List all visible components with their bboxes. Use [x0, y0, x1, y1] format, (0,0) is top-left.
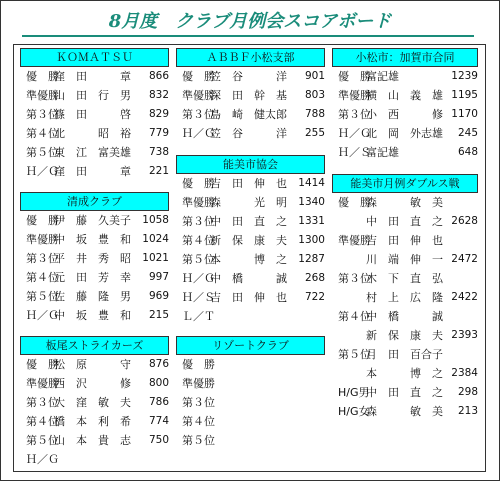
rank-label: 優 勝	[182, 70, 215, 83]
score-row	[332, 402, 478, 421]
player-name: 山 本 貴 志	[54, 434, 131, 447]
score-row	[20, 268, 169, 287]
score-value: 800	[148, 377, 169, 389]
rank-label: Ｈ／Ｇ	[338, 127, 371, 140]
score-value: 2393	[451, 329, 478, 341]
rank-label: 準優勝	[182, 196, 215, 209]
score-row	[176, 412, 325, 431]
score-row	[332, 364, 478, 383]
player-name: 元 田 芳 幸	[54, 271, 131, 284]
score-value: 268	[304, 272, 325, 284]
rank-label: 準優勝	[182, 377, 215, 390]
score-row	[20, 431, 169, 450]
player-name: 富記雄	[366, 146, 399, 159]
score-row	[176, 374, 325, 393]
rank-label: 優 勝	[26, 214, 59, 227]
player-name: 森 敏 美	[366, 405, 443, 418]
rank-label: Ｈ／Ｇ	[182, 272, 215, 285]
player-name: 中 田 直 之	[366, 386, 443, 399]
score-value: 997	[148, 271, 169, 283]
rank-label: 第５位	[182, 434, 215, 447]
score-row	[20, 374, 169, 393]
score-value: 969	[148, 290, 169, 302]
rank-label: Ｈ／Ｓ	[182, 291, 215, 304]
rank-label: 第４位	[26, 415, 59, 428]
player-name: 北 岡 外志雄	[366, 127, 443, 140]
player-name: 山 田 行 男	[54, 89, 131, 102]
player-name: 伊 藤 久美子	[54, 214, 131, 227]
score-row	[176, 355, 325, 374]
player-name: 笠 谷 洋	[210, 70, 287, 83]
score-row	[176, 193, 325, 212]
score-value: 221	[148, 165, 169, 177]
score-value: 2628	[451, 215, 478, 227]
score-row	[20, 393, 169, 412]
score-value: 245	[457, 127, 478, 139]
player-name: 平 井 秀 昭	[54, 252, 131, 265]
rank-label: 第３位	[338, 108, 371, 121]
score-value: 1414	[298, 177, 325, 189]
player-name: 川 端 伸 一	[366, 253, 443, 266]
score-value: 803	[304, 89, 325, 101]
player-name: 窪 田 章	[54, 165, 131, 178]
player-name: 大 窪 敏 夫	[54, 396, 131, 409]
score-value: 750	[148, 434, 169, 446]
section-resort	[176, 336, 325, 450]
score-value: 1058	[142, 214, 169, 226]
score-row	[176, 288, 325, 307]
score-value: 1024	[142, 233, 169, 245]
rank-label: 第３位	[182, 396, 215, 409]
player-name: 横 山 義 雄	[366, 89, 443, 102]
player-name: 富記雄	[366, 70, 399, 83]
section-header: ＫＯＭＡＴＳＵ	[20, 48, 169, 67]
rank-label: 優 勝	[26, 70, 59, 83]
player-name: 森 敏 美	[366, 196, 443, 209]
player-name: 中 橋 誠	[366, 310, 443, 323]
player-name: 森 光 明	[210, 196, 287, 209]
rank-label: 第３位	[182, 108, 215, 121]
rank-label: H/G男	[338, 386, 370, 399]
score-row	[20, 287, 169, 306]
score-row	[176, 307, 325, 326]
score-row	[332, 67, 478, 86]
score-row	[332, 307, 478, 326]
score-value: 788	[304, 108, 325, 120]
player-name: 吉 田 伸 也	[210, 177, 287, 190]
score-value: 866	[148, 70, 169, 82]
score-value: 786	[148, 396, 169, 408]
score-row	[20, 249, 169, 268]
score-row	[176, 67, 325, 86]
player-name: 笠 谷 洋	[210, 127, 287, 140]
rank-label: 準優勝	[182, 89, 215, 102]
rank-label: 第５位	[338, 348, 371, 361]
player-name: 深 田 幹 基	[210, 89, 287, 102]
rank-label: Ｈ／Ｇ	[26, 453, 59, 466]
section-seisei	[20, 192, 169, 325]
score-value: 876	[148, 358, 169, 370]
score-row	[176, 231, 325, 250]
player-name: 東 江 富美雄	[54, 146, 131, 159]
score-row	[176, 212, 325, 231]
rank-label: 第５位	[182, 253, 215, 266]
player-name: 小 西 修	[366, 108, 443, 121]
score-row	[176, 269, 325, 288]
rank-label: 準優勝	[26, 377, 59, 390]
score-row	[332, 212, 478, 231]
player-name: 吉 田 伸 也	[366, 234, 443, 247]
section-komatsu-kaga	[332, 48, 478, 162]
rank-label: Ｌ／Ｔ	[182, 310, 215, 323]
score-value: 215	[148, 309, 169, 321]
rank-label: H/G女	[338, 405, 370, 418]
player-name: 松 原 守	[54, 358, 131, 371]
score-value: 722	[304, 291, 325, 303]
score-value: 298	[457, 386, 478, 398]
rank-label: 第３位	[26, 252, 59, 265]
player-name: 村 上 広 隆	[366, 291, 443, 304]
score-row	[20, 230, 169, 249]
score-row	[20, 67, 169, 86]
section-header: 清成クラブ	[20, 192, 169, 211]
player-name: 本 博 之	[210, 253, 287, 266]
page-title: 8月度 クラブ月例会スコアボード	[108, 11, 392, 32]
score-row	[20, 412, 169, 431]
score-row	[332, 345, 478, 364]
score-row	[332, 231, 478, 250]
score-row	[20, 355, 169, 374]
rank-label: 第３位	[338, 272, 371, 285]
player-name: 西 沢 修	[54, 377, 131, 390]
score-row	[332, 250, 478, 269]
player-name: 橋 本 利 希	[54, 415, 131, 428]
rank-label: 第４位	[338, 310, 371, 323]
score-row	[332, 326, 478, 345]
rank-label: 第３位	[26, 396, 59, 409]
score-row	[20, 306, 169, 325]
score-value: 2422	[451, 291, 478, 303]
player-name: 本 博 之	[366, 367, 443, 380]
player-name: 木 下 直 弘	[366, 272, 443, 285]
rank-label: 第３位	[182, 215, 215, 228]
title-underline	[22, 35, 474, 37]
section-header: 板尾ストライカーズ	[20, 336, 169, 355]
rank-label: Ｈ／Ｇ	[26, 309, 59, 322]
player-name: 吉 田 伸 也	[210, 291, 287, 304]
rank-label: 第３位	[26, 108, 59, 121]
score-value: 2472	[451, 253, 478, 265]
score-row	[332, 124, 478, 143]
score-value: 1021	[142, 252, 169, 264]
section-abbf	[176, 48, 325, 143]
score-value: 1195	[451, 89, 478, 101]
section-header: ＡＢＢＦ小松支部	[176, 48, 325, 67]
rank-label: 優 勝	[182, 358, 215, 371]
rank-label: 第４位	[26, 127, 59, 140]
section-header: リゾートクラブ	[176, 336, 325, 355]
score-value: 1170	[451, 108, 478, 120]
score-value: 1300	[298, 234, 325, 246]
score-value: 738	[148, 146, 169, 158]
score-row	[332, 105, 478, 124]
section-nomi-kyokai	[176, 155, 325, 326]
player-name: 月 田 百合子	[366, 348, 443, 361]
score-row	[332, 269, 478, 288]
score-row	[176, 174, 325, 193]
score-row	[176, 86, 325, 105]
score-value: 1331	[298, 215, 325, 227]
player-name: 島 崎 健太郎	[210, 108, 287, 121]
score-row	[20, 143, 169, 162]
score-value: 213	[457, 405, 478, 417]
rank-label: 優 勝	[338, 196, 371, 209]
rank-label: 準優勝	[26, 89, 59, 102]
score-value: 829	[148, 108, 169, 120]
player-name: 佐 藤 隆 男	[54, 290, 131, 303]
score-row	[332, 288, 478, 307]
player-name: 篠 田 啓	[54, 108, 131, 121]
score-value: 901	[304, 70, 325, 82]
player-name: 北 昭 裕	[54, 127, 131, 140]
player-name: 中 坂 豊 和	[54, 309, 131, 322]
rank-label: 第５位	[26, 434, 59, 447]
section-nomi-doubles	[332, 174, 478, 421]
rank-label: 第４位	[26, 271, 59, 284]
score-value: 774	[148, 415, 169, 427]
player-name: 中 田 直 之	[366, 215, 443, 228]
score-row	[176, 431, 325, 450]
section-header: 小松市：加賀市合同	[332, 48, 478, 67]
score-row	[176, 250, 325, 269]
rank-label: 優 勝	[182, 177, 215, 190]
rank-label: 第４位	[182, 415, 215, 428]
score-row	[20, 450, 169, 469]
score-row	[332, 383, 478, 402]
player-name: 中 橋 誠	[210, 272, 287, 285]
section-header: 能美市月例ダブルス戦	[332, 174, 478, 193]
score-row	[20, 124, 169, 143]
score-row	[176, 393, 325, 412]
rank-label: 第４位	[182, 234, 215, 247]
rank-label: Ｈ／Ｇ	[182, 127, 215, 140]
score-row	[332, 86, 478, 105]
section-komatsu	[20, 48, 169, 181]
rank-label: 準優勝	[338, 234, 371, 247]
score-value: 1287	[298, 253, 325, 265]
score-row	[20, 162, 169, 181]
score-row	[20, 86, 169, 105]
rank-label: 優 勝	[26, 358, 59, 371]
score-value: 779	[148, 127, 169, 139]
score-row	[332, 143, 478, 162]
score-value: 832	[148, 89, 169, 101]
player-name: 中 田 直 之	[210, 215, 287, 228]
score-row	[176, 105, 325, 124]
score-row	[332, 193, 478, 212]
section-itao	[20, 336, 169, 469]
rank-label: 準優勝	[26, 233, 59, 246]
score-value: 648	[457, 146, 478, 158]
score-row	[20, 105, 169, 124]
rank-label: 第５位	[26, 146, 59, 159]
player-name: 中 坂 豊 和	[54, 233, 131, 246]
rank-label: 第５位	[26, 290, 59, 303]
score-row	[20, 211, 169, 230]
score-value: 1239	[451, 70, 478, 82]
player-name: 新 保 康 夫	[366, 329, 443, 342]
score-value: 1340	[298, 196, 325, 208]
score-value: 255	[304, 127, 325, 139]
player-name: 窪 田 章	[54, 70, 131, 83]
rank-label: 優 勝	[338, 70, 371, 83]
player-name: 新 保 康 夫	[210, 234, 287, 247]
rank-label: Ｈ／Ｇ	[26, 165, 59, 178]
score-value: 2384	[451, 367, 478, 379]
score-row	[176, 124, 325, 143]
rank-label: 準優勝	[338, 89, 371, 102]
section-header: 能美市協会	[176, 155, 325, 174]
rank-label: Ｈ／Ｓ	[338, 146, 371, 159]
